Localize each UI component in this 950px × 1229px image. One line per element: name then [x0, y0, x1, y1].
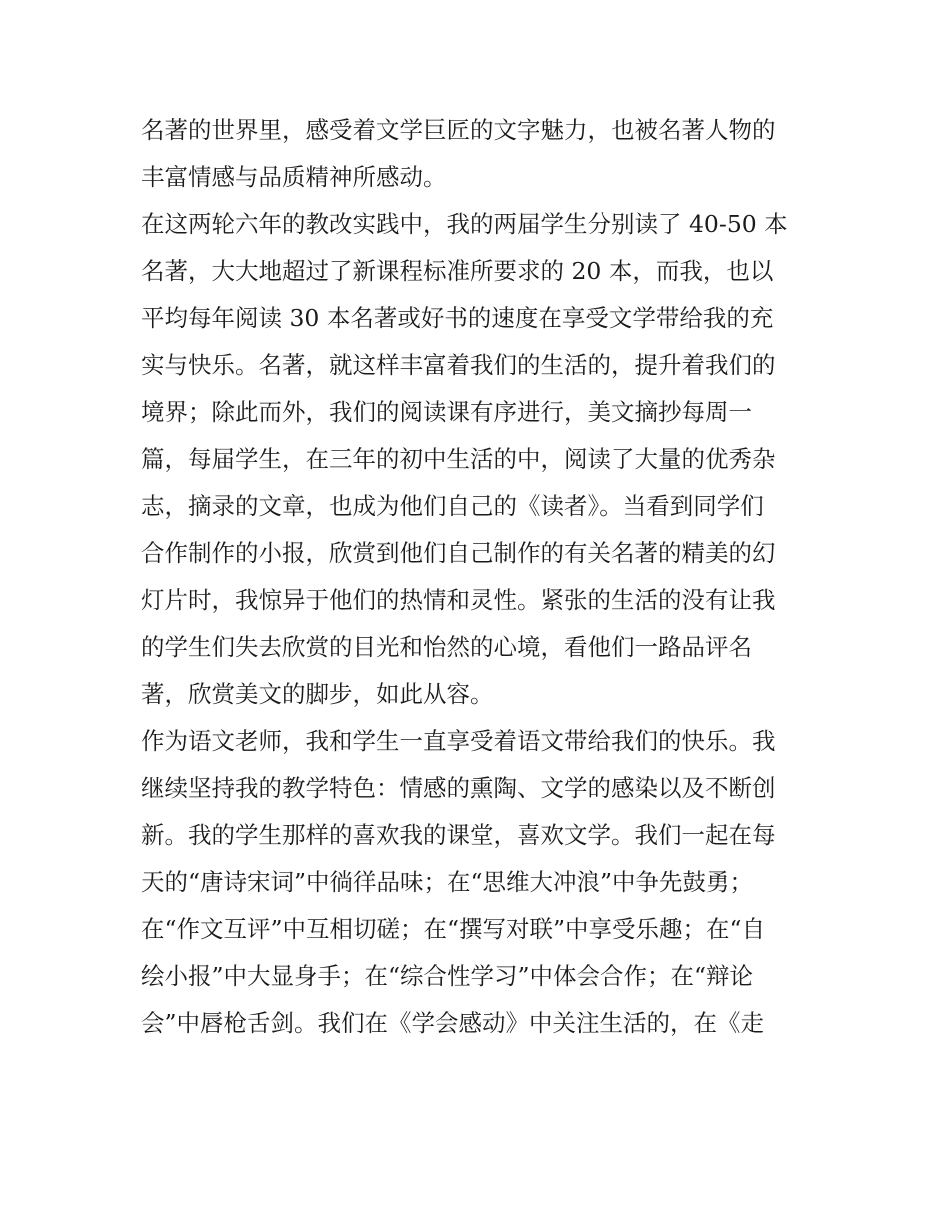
text-line: 篇，每届学生，在三年的初中生活的中，阅读了大量的优秀杂: [141, 445, 776, 473]
text-line: 平均每年阅读 30 本名著或好书的速度在享受文学带给我的充: [141, 304, 774, 332]
text-line: 灯片时，我惊异于他们的热情和灵性。紧张的生活的没有让我: [141, 586, 776, 614]
text-line: 实与快乐。名著，就这样丰富着我们的生活的，提升着我们的: [141, 351, 776, 379]
text-line: 境界；除此而外，我们的阅读课有序进行，美文摘抄每周一: [141, 398, 752, 426]
text-line: 在这两轮六年的教改实践中，我的两届学生分别读了 40-50 本: [141, 210, 788, 238]
text-line: 名著的世界里，感受着文学巨匠的文字魅力，也被名著人物的: [141, 116, 776, 144]
text-line: 继续坚持我的教学特色：情感的熏陶、文学的感染以及不断创: [141, 774, 776, 802]
text-line: 合作制作的小报，欣赏到他们自己制作的有关名著的精美的幻: [141, 539, 776, 567]
text-line: 丰富情感与品质精神所感动。: [141, 163, 447, 191]
body-text: [141, 107, 831, 1047]
text-line: 在“作文互评”中互相切磋；在“撰写对联”中享受乐趣；在“自: [141, 915, 766, 943]
text-line: 天的“唐诗宋词”中徜徉品味；在“思维大冲浪”中争先鼓勇；: [141, 868, 754, 896]
text-line: 的学生们失去欣赏的目光和怡然的心境，看他们一路品评名: [141, 633, 752, 661]
text-line: 作为语文老师，我和学生一直享受着语文带给我们的快乐。我: [141, 727, 776, 755]
text-line: 绘小报”中大显身手；在“综合性学习”中体会合作；在“辩论: [141, 962, 754, 990]
text-line: 志，摘录的文章，也成为他们自己的《读者》。当看到同学们: [141, 492, 764, 520]
text-line: 新。我的学生那样的喜欢我的课堂，喜欢文学。我们一起在每: [141, 821, 776, 849]
text-line: 名著，大大地超过了新课程标准所要求的 20 本，而我，也以: [141, 257, 774, 285]
text-line: 会”中唇枪舌剑。我们在《学会感动》中关注生活的，在《走: [141, 1009, 765, 1037]
text-line: 著，欣赏美文的脚步，如此从容。: [141, 680, 494, 708]
